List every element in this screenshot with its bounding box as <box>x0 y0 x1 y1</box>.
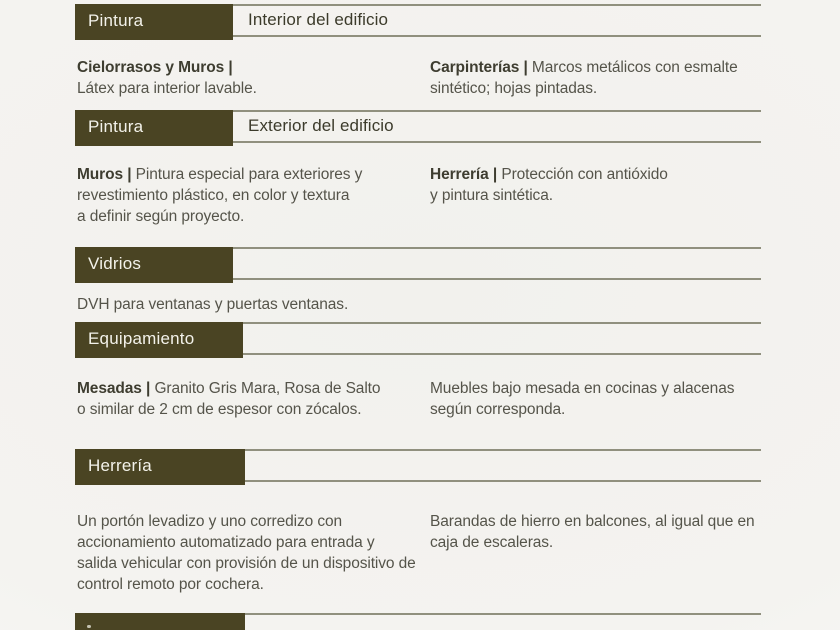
spec-item <box>430 164 761 206</box>
spec-text-line: accionamiento automatizado para entrada y <box>77 534 375 551</box>
spec-text-line: salida vehicular con provisión de un dispositivo de <box>77 555 416 572</box>
spec-item <box>430 511 761 553</box>
spec-item <box>77 57 437 99</box>
spec-text-line: Pintura especial para exteriores y <box>135 166 363 183</box>
spec-text-line: según corresponda. <box>430 401 566 418</box>
section-label-box <box>75 322 243 358</box>
spec-term: Cielorrasos y Muros | <box>77 59 233 76</box>
section-label-box <box>75 110 233 146</box>
spec-term: Herrería | <box>430 166 498 183</box>
section-header-vidrios <box>75 247 761 287</box>
section-label: Pintura <box>88 11 144 30</box>
spec-term: Muros | <box>77 166 132 183</box>
section-label-box <box>75 4 233 40</box>
section-label: Herrería <box>88 456 152 475</box>
spec-item <box>77 164 437 227</box>
spec-item <box>77 511 437 595</box>
section-label-box <box>75 449 245 485</box>
spec-text-line: Marcos metálicos con esmalte <box>531 59 738 76</box>
section-label-box <box>75 613 245 630</box>
spec-text-line: Muebles bajo mesada en cocinas y alacenas <box>430 380 735 397</box>
spec-item <box>430 378 761 420</box>
spec-text-line: Granito Gris Mara, Rosa de Salto <box>154 380 381 397</box>
spec-text-line: o similar de 2 cm de espesor con zócalos. <box>77 401 362 418</box>
section-label-box <box>75 247 233 283</box>
spec-text-line: caja de escaleras. <box>430 534 554 551</box>
cutoff-letter-accent <box>87 625 91 628</box>
spec-text-line: sintético; hojas pintadas. <box>430 80 598 97</box>
section-header-equipamiento <box>75 322 761 362</box>
spec-text-line: a definir según proyecto. <box>77 208 245 225</box>
spec-item <box>77 378 437 420</box>
section-header-pintura-interior <box>75 4 761 44</box>
section-subtitle: Interior del edificio <box>248 10 389 29</box>
spec-item <box>77 294 437 315</box>
spec-text-line: Protección con antióxido <box>501 166 668 183</box>
section-label: Pintura <box>88 117 144 136</box>
section-label: Equipamiento <box>88 329 195 348</box>
spec-text-line: Látex para interior lavable. <box>77 80 257 97</box>
spec-text-line: DVH para ventanas y puertas ventanas. <box>77 296 349 313</box>
spec-text-line: Barandas de hierro en balcones, al igual que en <box>430 513 755 530</box>
spec-term: Carpinterías | <box>430 59 528 76</box>
spec-term: Mesadas | <box>77 380 151 397</box>
section-label: Vidrios <box>88 254 142 273</box>
spec-item <box>430 57 761 99</box>
section-header-pintura-exterior <box>75 110 761 150</box>
spec-text-line: y pintura sintética. <box>430 187 553 204</box>
spec-text-line: control remoto por cochera. <box>77 576 264 593</box>
section-subtitle: Exterior del edificio <box>248 116 394 135</box>
section-header-partial <box>75 613 761 630</box>
section-header-herreria <box>75 449 761 489</box>
spec-text-line: Un portón levadizo y uno corredizo con <box>77 513 343 530</box>
spec-text-line: revestimiento plástico, en color y textura <box>77 187 350 204</box>
